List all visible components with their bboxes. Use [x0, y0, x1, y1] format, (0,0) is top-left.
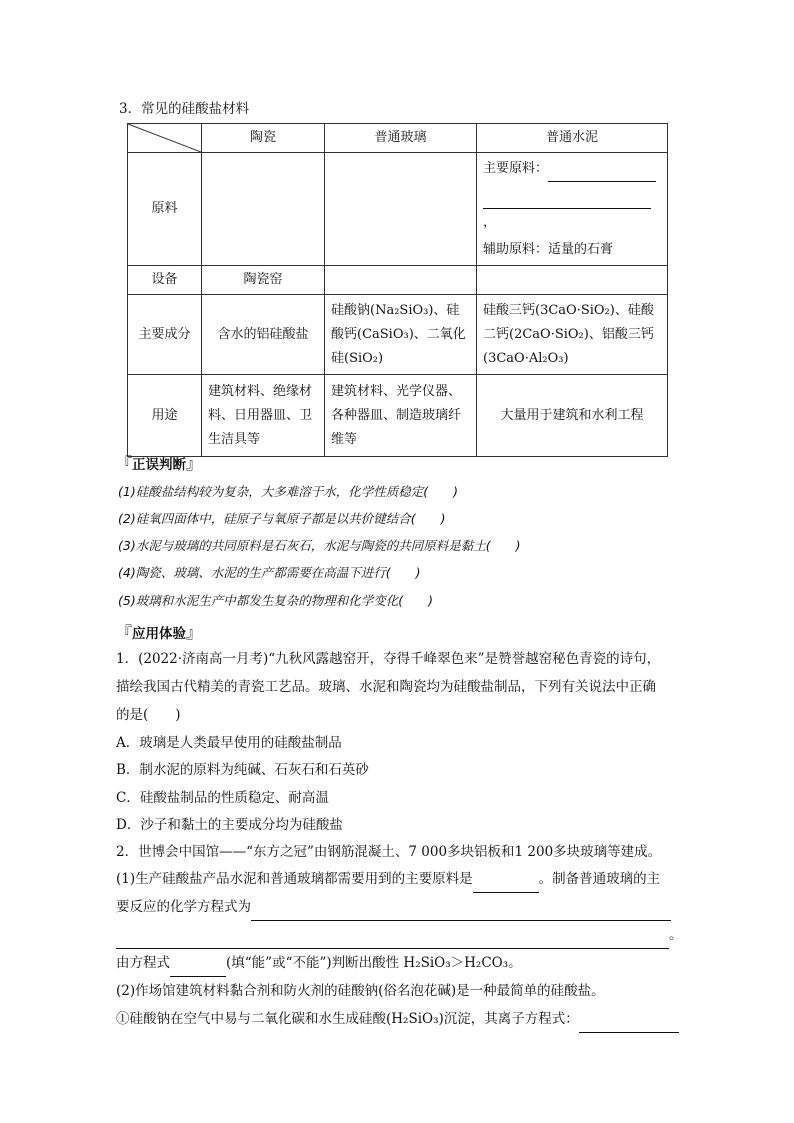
cement-aux: 辅助原料：适量的石膏	[483, 242, 614, 257]
cell-equipment-cement	[477, 266, 668, 295]
judge-item: (5)玻璃和水泥生产中都发生复杂的物理和化学变化( )	[118, 593, 433, 608]
blank-ionic-equation[interactable]	[579, 1012, 679, 1033]
header-ceramic: 陶瓷	[202, 124, 325, 153]
cell-raw-glass	[325, 153, 477, 266]
cell-usage-cement: 大量用于建筑和水利工程	[477, 375, 668, 457]
judge-item: (4)陶瓷、玻璃、水泥的生产都需要在高温下进行( )	[118, 565, 421, 580]
cell-composition-cement: 硅酸三钙(3CaO·SiO₂)、硅酸二钙(2CaO·SiO₂)、铝酸三钙(3CaO·Al₂O₃)	[477, 295, 668, 375]
q1-stem: 描绘我国古代精美的青瓷工艺品。玻璃、水泥和陶瓷均为硅酸盐制品，下列有关说法中正确	[116, 679, 656, 695]
q1-option-c[interactable]: C．硅酸盐制品的性质稳定、耐高温	[116, 790, 329, 806]
q1-stem: 的是( )	[116, 707, 181, 723]
row-label-equipment: 设备	[128, 266, 202, 295]
q2-part1-equation-cont: 。	[116, 921, 682, 949]
cell-equipment-ceramic: 陶瓷窑	[202, 266, 325, 295]
cement-main-label: 主要原料：	[483, 161, 549, 176]
cell-composition-glass: 硅酸钠(Na₂SiO₃)、硅酸钙(CaSiO₃)、二氧化硅(SiO₂)	[325, 295, 477, 375]
apply-heading: 『应用体验』	[116, 623, 203, 642]
q2-stem: 2．世博会中国馆——“东方之冠”由钢筋混凝土、7 000多块铝板和1 200多块玻璃等建成。	[116, 844, 662, 860]
cell-usage-glass: 建筑材料、光学仪器、各种器皿、制造玻璃纤维等	[325, 375, 477, 457]
q2-part2: (2)作场馆建筑材料黏合剂和防火剂的硅酸钠(俗名泡花碱)是一种最简单的硅酸盐。	[116, 983, 605, 999]
judge-heading: 『正误判断』	[116, 454, 203, 473]
header-glass: 普通玻璃	[325, 124, 477, 153]
cell-usage-ceramic: 建筑材料、绝缘材料、日用器皿、卫生洁具等	[202, 375, 325, 457]
judge-item: (1)硅酸盐结构较为复杂，大多难溶于水，化学性质稳定( )	[118, 484, 458, 499]
silicate-materials-table	[127, 123, 668, 457]
judge-item: (2)硅氧四面体中，硅原子与氧原子都是以共价键结合( )	[118, 511, 446, 526]
blank-main-raw-material[interactable]	[473, 872, 539, 893]
header-cement: 普通水泥	[477, 124, 668, 153]
judge-item: (3)水泥与玻璃的共同原料是石灰石，水泥与陶瓷的共同原料是黏土( )	[118, 538, 521, 553]
blank-equation-2[interactable]	[116, 928, 669, 949]
cell-raw-cement: 主要原料： ， 辅助原料：适量的石膏	[477, 153, 668, 266]
row-label-raw: 原料	[128, 153, 202, 266]
q2-part2-1: ①硅酸钠在空气中易与二氧化碳和水生成硅酸(H₂SiO₃)沉淀，其离子方程式：	[116, 1005, 682, 1033]
diagonal-line-icon	[128, 124, 201, 152]
q1-option-d[interactable]: D．沙子和黏土的主要成分均为硅酸盐	[116, 817, 343, 833]
q1-option-a[interactable]: A．玻璃是人类最早使用的硅酸盐制品	[116, 735, 342, 751]
cell-composition-ceramic: 含水的铝硅酸盐	[202, 295, 325, 375]
blank-equation[interactable]	[251, 900, 671, 921]
blank-cement-main-2[interactable]	[483, 208, 651, 209]
table-corner-cell	[128, 124, 202, 153]
row-label-composition: 主要成分	[128, 295, 202, 375]
cell-equipment-glass	[325, 266, 477, 295]
q1-stem: 1．(2022·济南高一月考)“九秋风露越窑开，夺得千峰翠色来”是赞誉越窑秘色青瓷的诗句，	[116, 651, 661, 667]
blank-can-or-cannot[interactable]	[170, 956, 226, 977]
q2-part1-judge: 由方程式 (填“能”或“不能”)判断出酸性 H₂SiO₃＞H₂CO₃。	[116, 949, 682, 977]
q2-part1: (1)生产硅酸盐产品水泥和普通玻璃都需要用到的主要原料是 。制备普通玻璃的主	[116, 865, 682, 893]
q2-part1-equation: 要反应的化学方程式为	[116, 893, 682, 921]
cell-raw-ceramic	[202, 153, 325, 266]
row-label-usage: 用途	[128, 375, 202, 457]
q1-option-b[interactable]: B．制水泥的原料为纯碱、石灰石和石英砂	[116, 762, 369, 778]
section-title: 3．常见的硅酸盐材料	[119, 101, 250, 117]
